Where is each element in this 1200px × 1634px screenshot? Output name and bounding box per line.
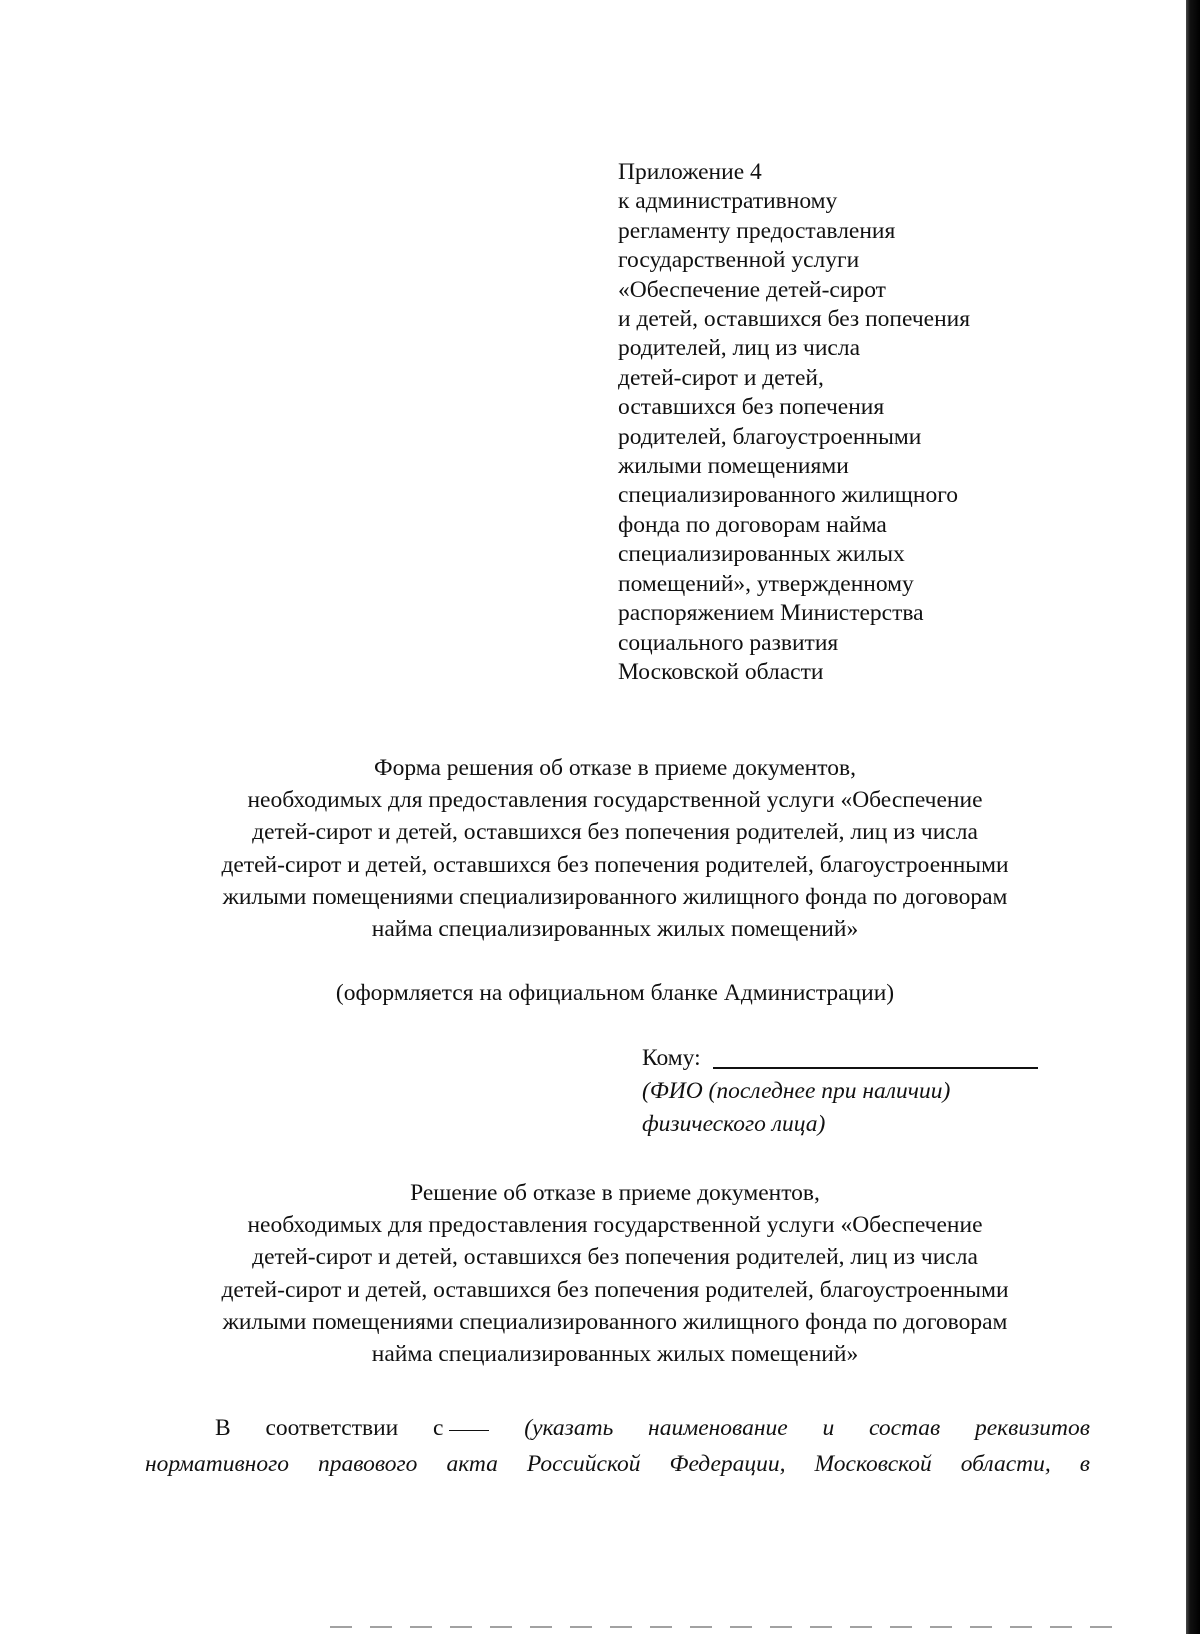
recipient-hint: физического лица)	[642, 1111, 826, 1137]
appendix-line: родителей, благоустроенными	[618, 423, 922, 450]
body-word-with-blank	[433, 1410, 489, 1446]
appendix-line: распоряжением Министерства	[618, 600, 924, 627]
appendix-line: детей-сирот и детей,	[618, 364, 824, 391]
form-title-line: детей-сирот и детей, оставшихся без попечения родителей, благоустроенными	[221, 851, 1009, 878]
form-title-line: необходимых для предоставления государственной услуги «Обеспечение	[247, 787, 983, 814]
body-word: Российской	[526, 1451, 641, 1477]
body-word: состав	[868, 1415, 941, 1441]
appendix-line: и детей, оставшихся без попечения	[618, 306, 971, 333]
appendix-line: государственной услуги	[618, 247, 860, 274]
form-title-line: детей-сирот и детей, оставшихся без попечения родителей, лиц из числа	[252, 819, 978, 846]
body-word: и	[822, 1415, 835, 1441]
letterhead-note: (оформляется на официальном бланке Администрации)	[335, 980, 895, 1006]
body-word: нормативного	[145, 1451, 289, 1477]
body-word: акта	[446, 1451, 498, 1477]
appendix-line: помещений», утвержденному	[618, 570, 914, 597]
appendix-line: к административному	[618, 188, 838, 215]
form-title-line: жилыми помещениями специализированного жилищного фонда по договорам	[222, 883, 1008, 910]
scan-artifact-dashes	[330, 1626, 1120, 1628]
body-word: в	[1079, 1451, 1090, 1477]
decision-title-line: жилыми помещениями специализированного жилищного фонда по договорам	[222, 1308, 1008, 1335]
body-line-2	[145, 1446, 1090, 1482]
decision-title-line: найма специализированных жилых помещений»	[371, 1341, 859, 1368]
body-word: Московской	[814, 1451, 932, 1477]
scan-border	[1186, 0, 1200, 1634]
appendix-header	[618, 158, 1038, 687]
decision-title-line: детей-сирот и детей, оставшихся без попечения родителей, благоустроенными	[221, 1276, 1009, 1303]
recipient-row	[642, 1042, 1072, 1075]
appendix-line: Московской области	[618, 658, 824, 685]
form-title-line: Форма решения об отказе в приеме документов,	[374, 755, 856, 781]
appendix-line: специализированных жилых	[618, 541, 905, 568]
appendix-line: Приложение 4	[618, 159, 762, 185]
recipient-label: Кому:	[642, 1045, 701, 1071]
recipient-hint: (ФИО (последнее при наличии)	[642, 1078, 951, 1104]
appendix-line: оставшихся без попечения	[618, 394, 885, 421]
body-word: В	[215, 1415, 231, 1441]
appendix-line: родителей, лиц из числа	[618, 335, 861, 362]
decision-title	[115, 1177, 1115, 1370]
body-paragraph	[145, 1410, 1090, 1482]
decision-title-line: детей-сирот и детей, оставшихся без попечения родителей, лиц из числа	[252, 1244, 978, 1271]
appendix-line: жилыми помещениями	[618, 453, 849, 480]
form-title	[115, 752, 1115, 945]
body-blank-line	[449, 1429, 489, 1431]
decision-title-line: необходимых для предоставления государственной услуги «Обеспечение	[247, 1212, 983, 1239]
body-word: правового	[317, 1451, 418, 1477]
appendix-line: социального развития	[618, 629, 839, 656]
recipient-block	[642, 1042, 1072, 1141]
body-word: наименование	[648, 1415, 788, 1441]
body-word: Федерации,	[669, 1451, 786, 1477]
body-line-1	[145, 1410, 1090, 1446]
appendix-line: «Обеспечение детей-сирот	[618, 276, 886, 303]
body-word: (указать	[524, 1415, 614, 1441]
appendix-line: регламенту предоставления	[618, 217, 896, 244]
body-word: с	[433, 1415, 444, 1441]
appendix-line: специализированного жилищного	[618, 482, 959, 509]
body-word: реквизитов	[975, 1415, 1090, 1441]
recipient-blank-line	[713, 1066, 1038, 1069]
appendix-line: фонда по договорам найма	[618, 511, 887, 538]
decision-title-line: Решение об отказе в приеме документов,	[410, 1180, 820, 1206]
body-word: области,	[960, 1451, 1051, 1477]
form-title-line: найма специализированных жилых помещений»	[371, 916, 859, 943]
body-word: соответствии	[265, 1415, 399, 1441]
